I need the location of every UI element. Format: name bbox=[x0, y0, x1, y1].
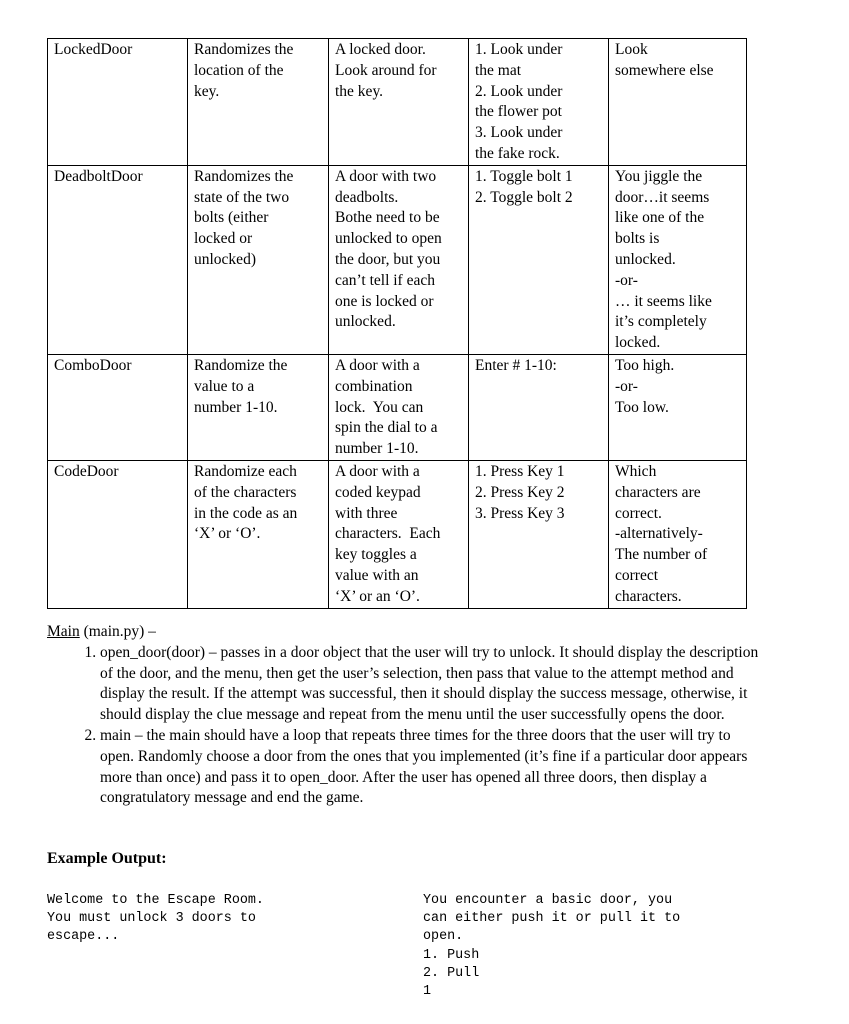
cell-line: one is locked or bbox=[335, 292, 434, 310]
cell-line: Look around for bbox=[335, 61, 437, 79]
table-cell-setup bbox=[188, 39, 329, 166]
cell-line: the mat bbox=[475, 61, 522, 79]
cell-line: with three bbox=[335, 504, 398, 522]
cell-line: ‘X’ or an ‘O’. bbox=[335, 587, 420, 605]
cell-line: LockedDoor bbox=[54, 41, 133, 58]
cell-line: 2. Press Key 2 bbox=[475, 483, 565, 501]
table-cell-description bbox=[329, 460, 469, 608]
example-output-right bbox=[423, 892, 680, 1001]
list-item-open-door: 1. open_door(door) – passes in a door object that the user will try to unlock. It should display the description of the door, and the menu, then get the user’s selection, then pass that value to the attempt method and display the result. If the attempt was successful, then it should display the success message, otherwise, it should display the clue message and repeat from the menu until the user successfully opens the door. bbox=[100, 643, 767, 726]
cell-line: 1. Toggle bolt 1 bbox=[475, 167, 573, 185]
output-line: can either push it or pull it to bbox=[423, 911, 681, 927]
output-line: 1 bbox=[423, 984, 432, 1000]
cell-line: the flower pot bbox=[475, 103, 562, 121]
cell-line: Randomizes the bbox=[194, 167, 294, 185]
cell-line: 1. Look under bbox=[475, 41, 563, 58]
cell-line: You jiggle the bbox=[615, 167, 703, 185]
cell-line: value to a bbox=[194, 377, 255, 395]
cell-line: correct bbox=[615, 566, 659, 584]
table-cell-description bbox=[329, 354, 469, 460]
cell-line: Enter # 1-10: bbox=[475, 356, 557, 374]
cell-line: 1. Press Key 1 bbox=[475, 462, 565, 480]
main-heading bbox=[47, 622, 767, 643]
cell-line: 2. Toggle bolt 2 bbox=[475, 188, 573, 206]
cell-line: unlocked to open bbox=[335, 230, 442, 248]
cell-line: of the characters bbox=[194, 483, 297, 501]
table-row bbox=[48, 165, 747, 354]
table-cell-clue bbox=[609, 165, 747, 354]
output-line: 2. Pull bbox=[423, 965, 480, 981]
table-cell-menu bbox=[469, 460, 609, 608]
cell-line: the key. bbox=[335, 82, 384, 100]
cell-line: The number of bbox=[615, 546, 708, 564]
cell-line: it’s completely bbox=[615, 313, 707, 331]
table-cell-menu bbox=[469, 39, 609, 166]
cell-line: characters. Each bbox=[335, 525, 441, 543]
table-cell-menu bbox=[469, 165, 609, 354]
cell-line: the door, but you bbox=[335, 250, 441, 268]
cell-line: characters are bbox=[615, 483, 701, 501]
cell-line: number 1-10. bbox=[194, 398, 278, 416]
cell-line: unlocked) bbox=[194, 250, 256, 268]
cell-line: bolts is bbox=[615, 230, 660, 248]
door-table bbox=[47, 38, 747, 609]
cell-line: ComboDoor bbox=[54, 356, 132, 374]
main-heading-title: Main bbox=[47, 623, 80, 640]
cell-line: CodeDoor bbox=[54, 462, 119, 480]
cell-line: locked or bbox=[194, 230, 253, 248]
cell-line: ‘X’ or ‘O’. bbox=[194, 525, 261, 543]
table-cell-description bbox=[329, 165, 469, 354]
table-cell-menu bbox=[469, 354, 609, 460]
cell-line: DeadboltDoor bbox=[54, 167, 143, 185]
cell-line: coded keypad bbox=[335, 483, 421, 501]
table-cell-clue bbox=[609, 354, 747, 460]
cell-line: bolts (either bbox=[194, 209, 269, 227]
cell-line: -or- bbox=[615, 271, 638, 289]
cell-line: locked. bbox=[615, 334, 661, 352]
cell-line: door…it seems bbox=[615, 188, 710, 206]
cell-line: A door with two bbox=[335, 167, 437, 185]
cell-line: state of the two bbox=[194, 188, 290, 206]
table-cell-clue bbox=[609, 460, 747, 608]
cell-line: location of the bbox=[194, 61, 284, 79]
cell-line: -or- bbox=[615, 377, 638, 395]
cell-line: lock. You can bbox=[335, 398, 424, 416]
output-line: Welcome to the Escape Room. bbox=[47, 893, 264, 908]
cell-line: spin the dial to a bbox=[335, 419, 438, 437]
cell-line: key toggles a bbox=[335, 546, 417, 564]
main-heading-suffix: (main.py) – bbox=[79, 623, 156, 640]
table-cell-setup bbox=[188, 165, 329, 354]
cell-line: 2. Look under bbox=[475, 82, 563, 100]
cell-line: Bothe need to be bbox=[335, 209, 440, 227]
output-line: escape... bbox=[47, 929, 120, 945]
cell-line: Too high. bbox=[615, 356, 675, 374]
table-cell-name bbox=[48, 165, 188, 354]
output-line: You encounter a basic door, you bbox=[423, 893, 673, 908]
table-cell-description bbox=[329, 39, 469, 166]
main-instructions-list bbox=[47, 643, 767, 809]
main-section bbox=[47, 622, 767, 809]
cell-line: A door with a bbox=[335, 462, 420, 480]
output-line: You must unlock 3 doors to bbox=[47, 911, 256, 927]
table-cell-name bbox=[48, 354, 188, 460]
table-cell-name bbox=[48, 39, 188, 166]
table-cell-setup bbox=[188, 354, 329, 460]
cell-line: number 1-10. bbox=[335, 440, 419, 458]
cell-line: can’t tell if each bbox=[335, 271, 435, 289]
table-cell-name bbox=[48, 460, 188, 608]
cell-line: value with an bbox=[335, 566, 419, 584]
table-cell-setup bbox=[188, 460, 329, 608]
cell-line: A locked door. bbox=[335, 41, 426, 58]
cell-line: deadbolts. bbox=[335, 188, 399, 206]
output-line: open. bbox=[423, 929, 464, 945]
cell-line: Randomize each bbox=[194, 462, 297, 480]
cell-line: correct. bbox=[615, 504, 662, 522]
table-row bbox=[48, 354, 747, 460]
cell-line: characters. bbox=[615, 587, 682, 605]
cell-line: Randomize the bbox=[194, 356, 288, 374]
cell-line: Look bbox=[615, 41, 648, 58]
cell-line: 3. Look under bbox=[475, 124, 563, 142]
cell-line: in the code as an bbox=[194, 504, 298, 522]
example-output-left bbox=[47, 892, 264, 947]
table-row bbox=[48, 39, 747, 166]
example-output-heading: Example Output: bbox=[47, 850, 167, 867]
cell-line: -alternatively- bbox=[615, 525, 703, 543]
cell-line: somewhere else bbox=[615, 61, 714, 79]
table-cell-clue bbox=[609, 39, 747, 166]
cell-line: unlocked. bbox=[335, 313, 396, 331]
cell-line: Too low. bbox=[615, 398, 669, 416]
table-row bbox=[48, 460, 747, 608]
list-item-main: 2. main – the main should have a loop that repeats three times for the three doors that the user will try to open. Randomly choose a door from the ones that you implemented (it’s fine if a particular door appears more than once) and pass it to open_door. After the user has opened all three doors, then display a congratulatory message and end the game. bbox=[100, 726, 767, 809]
cell-line: Randomizes the bbox=[194, 41, 294, 58]
cell-line: … it seems like bbox=[615, 292, 712, 310]
cell-line: combination bbox=[335, 377, 413, 395]
cell-line: Which bbox=[615, 462, 657, 480]
door-table-body bbox=[48, 39, 747, 609]
cell-line: A door with a bbox=[335, 356, 420, 374]
cell-line: 3. Press Key 3 bbox=[475, 504, 565, 522]
cell-line: unlocked. bbox=[615, 250, 676, 268]
cell-line: key. bbox=[194, 82, 220, 100]
cell-line: like one of the bbox=[615, 209, 705, 227]
output-line: 1. Push bbox=[423, 947, 480, 963]
cell-line: the fake rock. bbox=[475, 144, 560, 162]
